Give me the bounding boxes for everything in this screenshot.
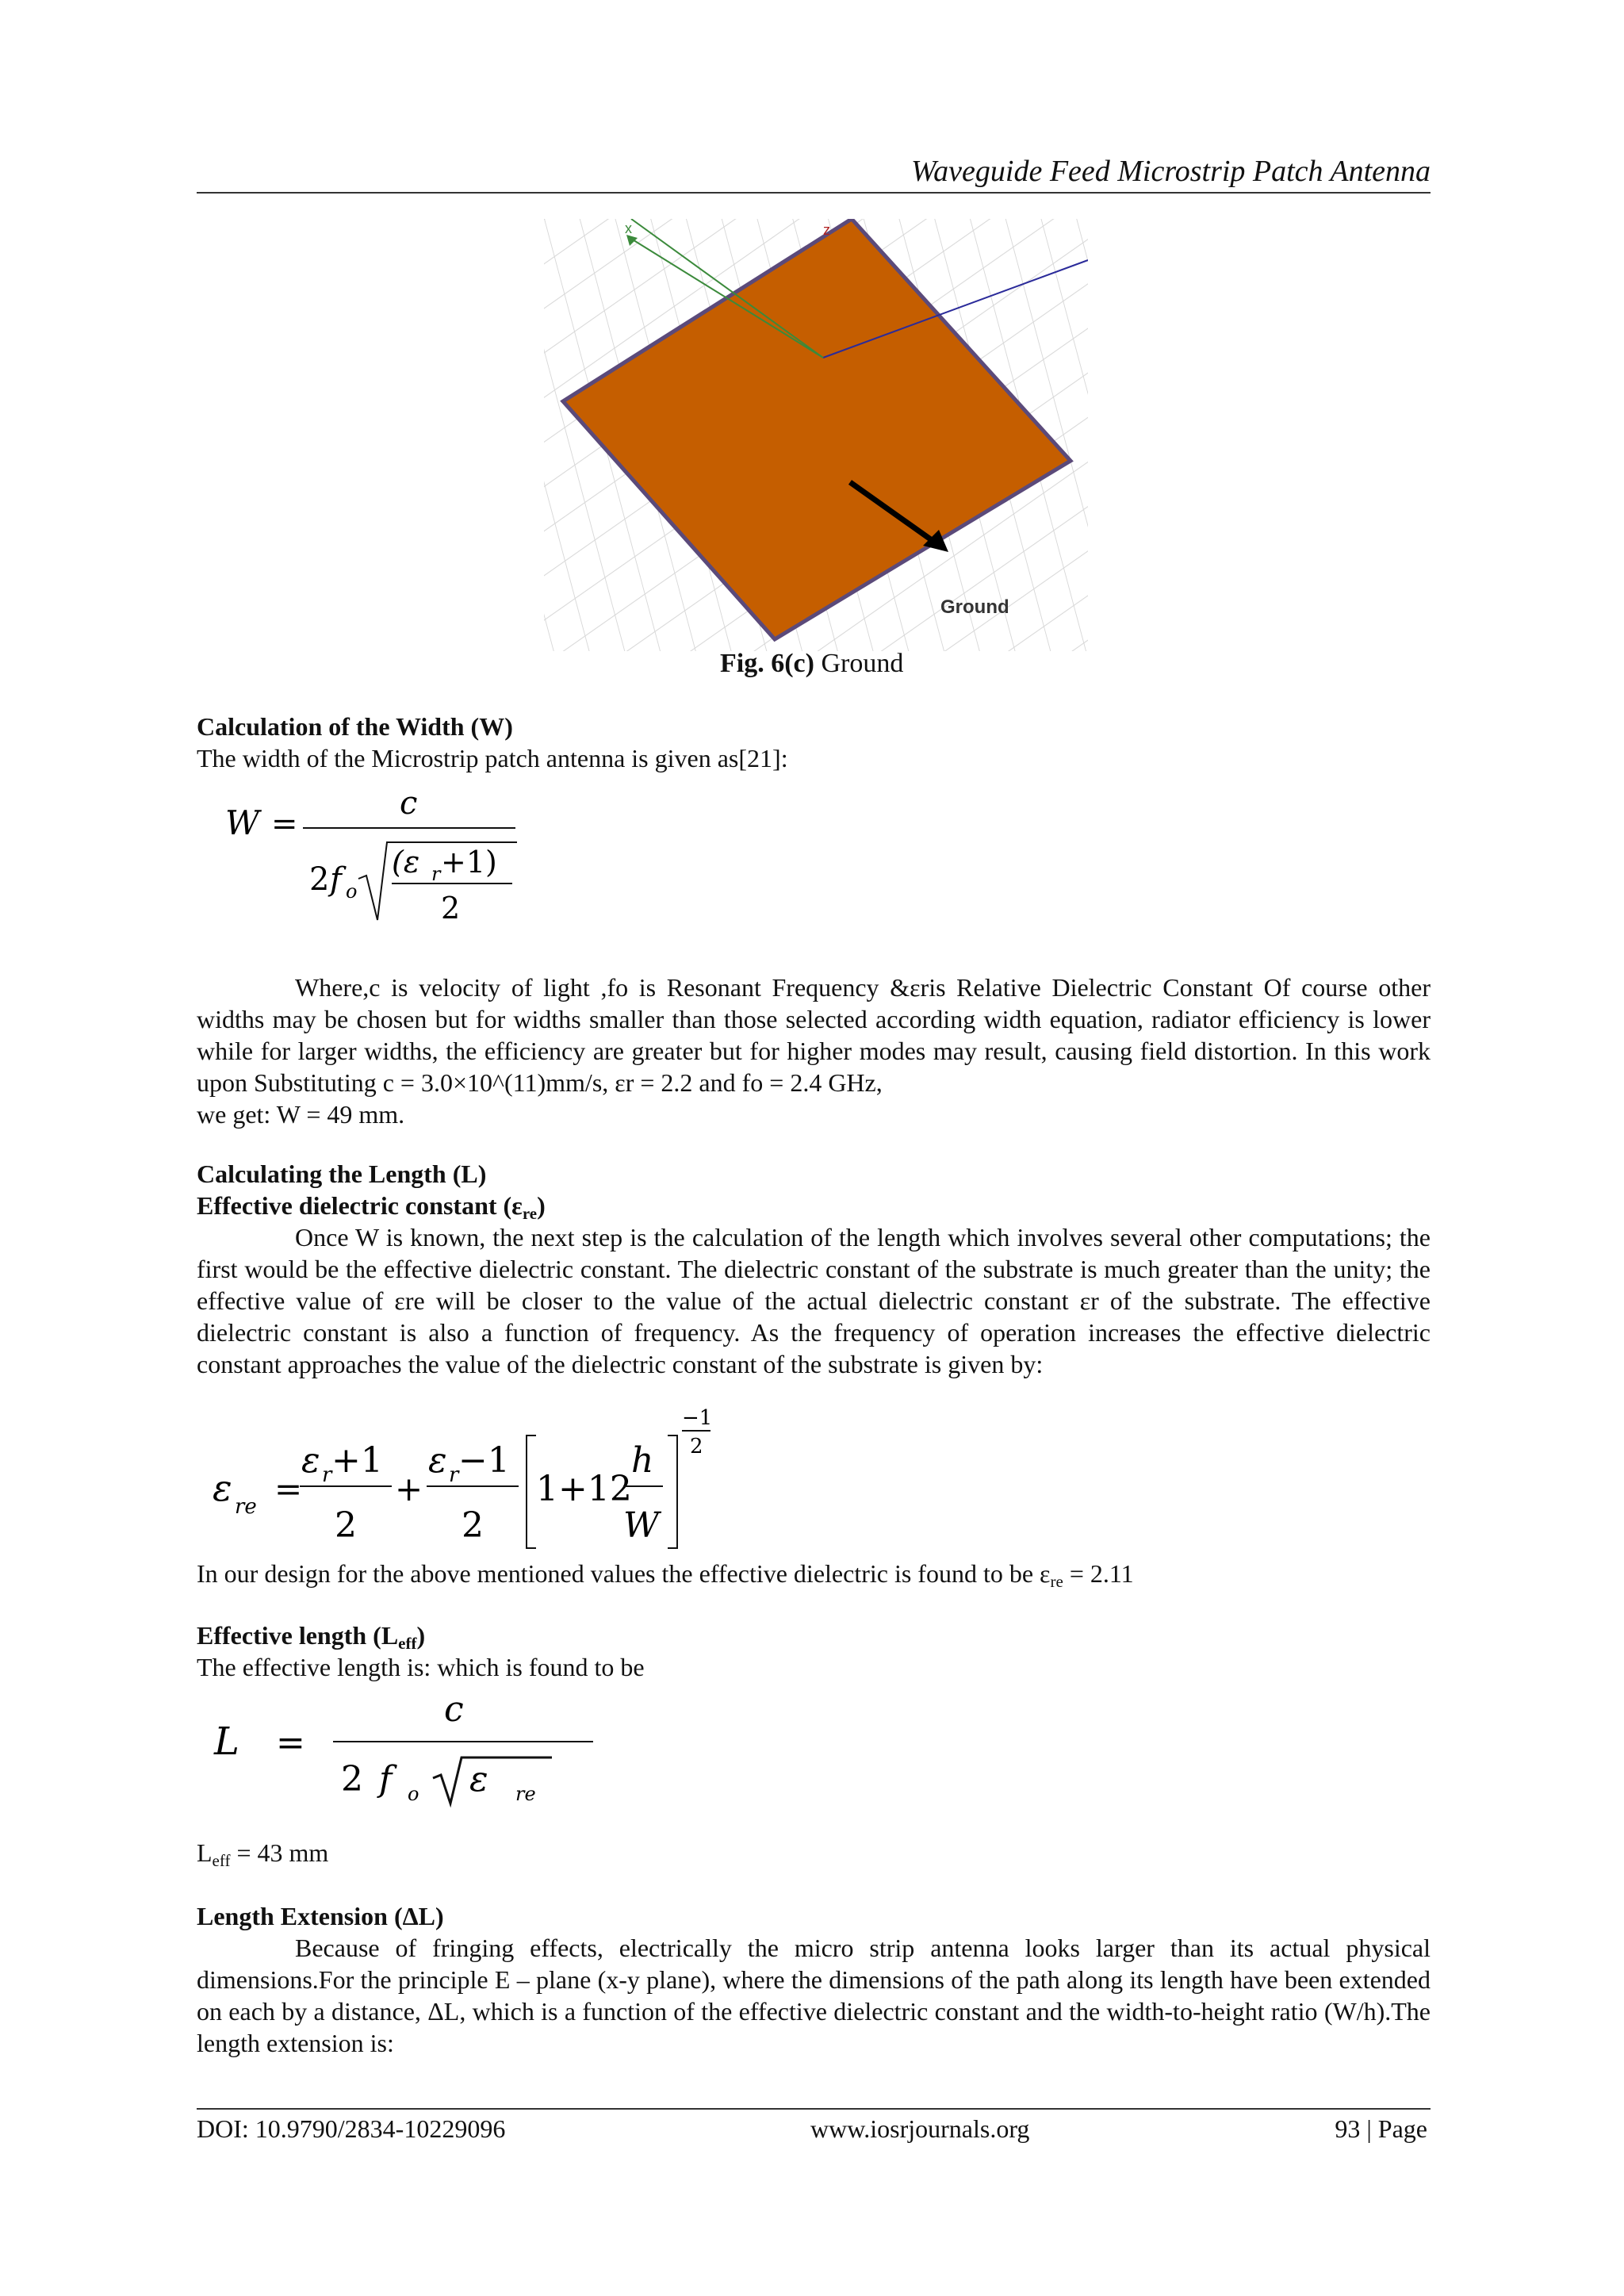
eq-w-den-f: f xyxy=(330,861,342,898)
width-equation xyxy=(216,785,533,936)
eq-w-rad-sub: r xyxy=(431,863,441,885)
eq-l-lhs: L xyxy=(214,1719,239,1764)
footer-page-number: 93 | Page xyxy=(1335,2114,1427,2143)
eq-ere-bracket-left xyxy=(527,1435,536,1548)
eq-ere-b-num: h xyxy=(631,1440,654,1481)
eff-dielectric-heading xyxy=(197,1191,546,1221)
eq-ere-exp-num: −1 xyxy=(682,1406,713,1430)
eff-dielectric-heading-text: Effective dielectric constant (ε xyxy=(197,1191,523,1220)
caption-prefix: Fig. 6(c) xyxy=(720,649,814,678)
eq-w-den-fsub: o xyxy=(346,880,358,903)
eq-ere-t2-den: 2 xyxy=(462,1505,484,1546)
ground-figure xyxy=(544,219,1088,651)
eff-length-heading-close: ) xyxy=(416,1621,426,1650)
eq-ere-lhs: ε xyxy=(213,1466,232,1509)
length-extension-heading: Length Extension (ΔL) xyxy=(197,1902,444,1930)
eq-l-rad-sub: re xyxy=(515,1783,536,1805)
eq-l-equals: = xyxy=(276,1723,305,1763)
eff-length-result-value: = 43 mm xyxy=(230,1838,329,1867)
figure-caption xyxy=(720,649,903,679)
eq-w-rad-eps: (ε xyxy=(392,845,420,880)
eq-w-equals: = xyxy=(271,806,298,842)
length-heading: Calculating the Length (L) xyxy=(197,1159,487,1188)
eq-l-num: c xyxy=(444,1689,464,1730)
eq-ere-t1-rest: +1 xyxy=(331,1440,383,1481)
eff-length-heading xyxy=(197,1621,426,1653)
eq-ere-exp-den: 2 xyxy=(690,1435,703,1458)
eq-w-rad-den: 2 xyxy=(441,891,461,926)
width-intro: The width of the Microstrip patch antenna is given as[21]: xyxy=(197,744,788,772)
header-rule xyxy=(197,192,1431,194)
eff-dielectric-result-sub: re xyxy=(1050,1572,1063,1591)
eq-ere-t2-eps: ε xyxy=(428,1440,447,1481)
width-result: we get: W = 49 mm. xyxy=(197,1100,405,1129)
eq-w-rad-plus: +1) xyxy=(441,845,497,880)
eff-dielectric-result-text: In our design for the above mentioned values the effective dielectric is found to be ε xyxy=(197,1559,1051,1588)
eq-ere-t2-rest: −1 xyxy=(458,1440,510,1481)
eff-length-result-sub: eff xyxy=(212,1851,231,1870)
eq-ere-b-den: W xyxy=(623,1505,660,1546)
eff-dielectric-result xyxy=(197,1559,1134,1589)
footer-doi: DOI: 10.9790/2834-10229096 xyxy=(197,2114,506,2143)
eff-dielectric-result-value: = 2.11 xyxy=(1063,1559,1134,1588)
length-extension-paragraph: Because of fringing effects, electrically the micro strip antenna looks larger than its actual physical dimensions.For the principle E – plane (x-y plane), where the dimensions of the path along its length have been extended on each by a distance, ΔL, which is a function of the effective dielectric constant and the width-to-height ratio (W/h).The length extension is: xyxy=(197,1934,1431,2057)
eq-ere-bracket-right xyxy=(668,1435,677,1548)
footer-rule xyxy=(197,2108,1431,2110)
eq-l-den-f: f xyxy=(379,1759,393,1800)
ground-label: Ground xyxy=(940,596,1009,618)
eff-length-result xyxy=(197,1838,328,1868)
eff-length-equation xyxy=(203,1689,615,1816)
eff-length-heading-sub: eff xyxy=(398,1634,417,1653)
width-paragraph xyxy=(197,972,1431,1130)
eff-length-result-l: L xyxy=(197,1838,213,1867)
axis-x-label: x xyxy=(625,220,632,236)
eff-dielectric-heading-sub: re xyxy=(522,1204,538,1223)
eq-w-lhs: W xyxy=(225,803,260,842)
eq-ere-t1-sub: r xyxy=(322,1463,332,1487)
eq-l-den-fsub: o xyxy=(408,1783,419,1805)
eq-ere-t1-den: 2 xyxy=(335,1505,357,1546)
eq-ere-lhs-sub: re xyxy=(235,1495,257,1519)
eff-dielectric-equation xyxy=(203,1404,726,1562)
eq-w-den-2: 2 xyxy=(309,861,330,898)
eq-ere-plus: + xyxy=(395,1470,423,1508)
eff-length-intro: The effective length is: which is found to be xyxy=(197,1653,645,1681)
eq-ere-bracket-a: 1+12 xyxy=(536,1469,632,1509)
footer-site: www.iosrjournals.org xyxy=(810,2114,1030,2143)
axis-z-label: z xyxy=(823,222,830,238)
caption-text: Ground xyxy=(821,649,904,678)
width-heading: Calculation of the Width (W) xyxy=(197,712,513,741)
eq-ere-t2-sub: r xyxy=(449,1463,459,1487)
eq-ere-equals: = xyxy=(274,1470,303,1508)
eff-dielectric-heading-close: ) xyxy=(537,1191,546,1220)
eff-length-heading-text: Effective length (L xyxy=(197,1621,399,1650)
eq-ere-t1-eps: ε xyxy=(301,1440,320,1481)
eq-l-rad-eps: ε xyxy=(469,1759,488,1800)
width-paragraph-body: Where,c is velocity of light ,fo is Resonant Frequency &εris Relative Dielectric Constant Of course other widths may be chosen but for widths smaller than those selected according width equation, radiator efficiency is lower while for larger widths, the efficiency are greater but for higher modes may result, causing field distortion. In this work upon Substituting c = 3.0×10^(11)mm/s, εr = 2.2 and fo = 2.4 GHz, xyxy=(197,973,1431,1097)
eq-l-den-2: 2 xyxy=(341,1759,363,1800)
eq-w-num: c xyxy=(400,785,418,822)
running-header: Waveguide Feed Microstrip Patch Antenna xyxy=(911,155,1431,188)
eff-dielectric-paragraph: Once W is known, the next step is the calculation of the length which involves several other computations; the first would be the effective dielectric constant. The dielectric constant of the substrate is much greater than the unity; the effective value of εre will be closer to the value of the actual dielectric constant εr of the substrate. The effective dielectric constant is also a function of frequency. As the frequency of operation increases the effective dielectric constant approaches the value of the dielectric constant of the substrate is given by: xyxy=(197,1223,1431,1378)
